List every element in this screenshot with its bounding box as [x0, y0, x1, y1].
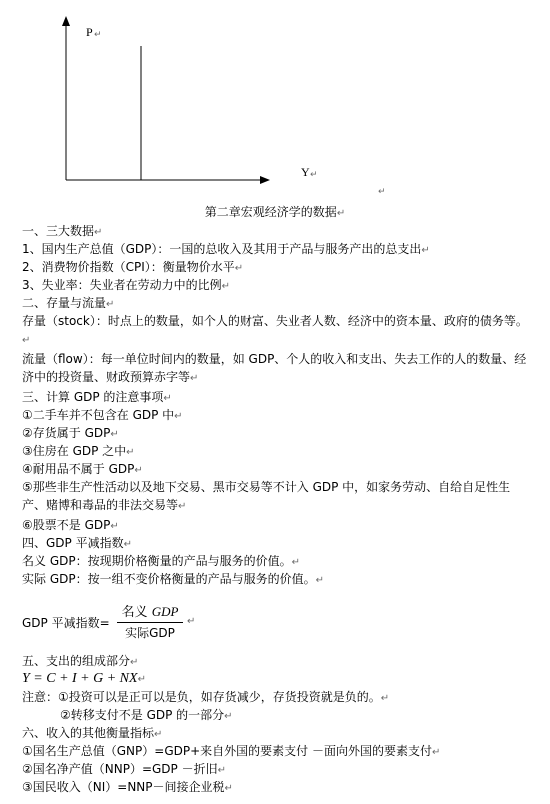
section-two-heading: 二、存量与流量↵	[22, 296, 115, 310]
list-item: ⑥股票不是 GDP↵	[22, 518, 119, 532]
list-item: ③国民收入（NI）=NNP－间接企业税↵	[22, 780, 233, 794]
text-line: 3、失业率：失业者在劳动力中的比例↵	[22, 278, 231, 292]
y-label-mark: ↵	[94, 30, 102, 40]
text-line: 2、消费物价指数（CPI）：衡量物价水平↵	[22, 260, 244, 274]
stock-definition: 存量（stock）：时点上的数量，如个人的财富、失业者人数、经济中的资本量、政府的债务等。↵	[22, 314, 528, 346]
list-item: ①国名生产总值（GNP）=GDP+来自外国的要素支付 －面向外国的要素支付↵	[22, 744, 441, 758]
note-line: ②转移支付不是 GDP 的一部分↵	[60, 708, 233, 722]
expenditure-equation: Y = C + I + G + NX↵	[22, 671, 146, 686]
return-mark: ↵	[336, 208, 346, 219]
section-six-heading: 六、收入的其他衡量指标↵	[22, 726, 163, 740]
list-item: ②国名净产值（NNP）=GDP －折旧↵	[22, 762, 226, 776]
list-item: ②存货属于 GDP↵	[22, 426, 119, 440]
section-five-heading: 五、支出的组成部分↵	[22, 654, 139, 668]
formula-denominator: 实际GDP	[125, 626, 175, 640]
return-mark: ↵	[187, 616, 196, 627]
x-axis-arrow	[260, 176, 270, 184]
list-item: ④耐用品不属于 GDP↵	[22, 462, 143, 476]
axes-diagram	[0, 0, 550, 200]
text-line: 名义 GDP：按现期价格衡量的产品与服务的价值。↵	[22, 554, 300, 568]
x-axis-label: Y	[301, 165, 310, 179]
flow-definition: 流量（flow）：每一单位时间内的数量，如 GDP、个人的收入和支出、失去工作的人的数量、经济中的投资量、财政预算赤字等↵	[22, 352, 527, 384]
fraction-bar	[117, 622, 183, 623]
note-line: 注意：①投资可以是正可以是负，如存货减少，存货投资就是负的。↵	[22, 690, 390, 704]
chapter-title: 第二章宏观经济学的数据↵	[204, 205, 346, 219]
list-item: ③住房在 GDP 之中↵	[22, 444, 135, 458]
formula-fraction	[117, 603, 183, 641]
section-one-heading: 一、三大数据↵	[22, 224, 103, 238]
text-line: 实际 GDP：按一组不变价格衡量的产品与服务的价值。↵	[22, 572, 324, 586]
y-axis-label: P	[86, 25, 93, 39]
formula-label: GDP 平减指数=	[22, 616, 110, 630]
text-line: 1、国内生产总值（GDP）：一国的总收入及其用于产品与服务产出的总支出↵	[22, 242, 430, 256]
y-axis-arrow	[62, 16, 70, 26]
list-item: ⑤那些非生产性活动以及地下交易、黑市交易等不计入 GDP 中，如家务劳动、自给自足性生产、赌博和毒品的非法交易等↵	[22, 480, 511, 512]
list-item: ①二手车并不包含在 GDP 中↵	[22, 408, 183, 422]
stray-mark: ↵	[378, 187, 386, 197]
x-label-mark: ↵	[310, 170, 318, 180]
formula-numerator: 名义 GDP	[121, 604, 179, 620]
section-four-heading: 四、GDP 平减指数↵	[22, 536, 132, 550]
section-three-heading: 三、计算 GDP 的注意事项↵	[22, 390, 172, 404]
